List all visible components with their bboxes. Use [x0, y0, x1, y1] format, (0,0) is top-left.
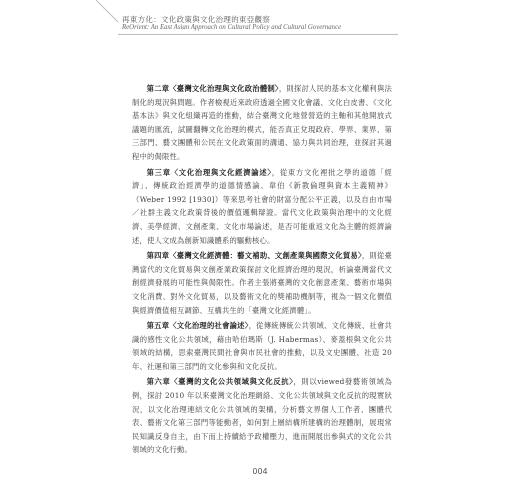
body-text [132, 82, 392, 459]
page-number: 004 [252, 467, 268, 476]
paragraph-chapter-2 [132, 82, 392, 164]
paragraph-text: ，則以viewed發藝術領域為例，探討 2010 年以來臺灣文化治理網絡、文化公共領域與文化反抗的現實狀況，以文化治理連結文化公共領域的架構，分析藝文界個人工作者、團體代表、藝術文化第三部門等能動者，如何對上層結構所建構的治理體制，展現常民知識反身自主，由下而上持續給予政權壓力，進而開展出參與式的文化公共領域的文化行動。 [132, 377, 392, 455]
chapter-title: 第六章〈臺灣的文化公共領域與文化反抗〉 [146, 377, 294, 387]
chapter-title: 第四章〈臺灣文化經濟體：藝文補助、文創產業與國際文化貿易〉 [146, 251, 362, 261]
paragraph-chapter-4 [132, 249, 392, 317]
header-divider [118, 34, 398, 35]
paragraph-chapter-6 [132, 375, 392, 457]
running-header-title: 再東方化：文化政策與文化治理的東亞觀察 [122, 15, 271, 24]
chapter-title: 第三章〈文化治理與文化經濟論述〉 [146, 167, 272, 177]
paragraph-text: ，則從臺灣當代的文化貿易與文創產業政策探討文化經濟治理的現況，析論臺灣當代文創經濟發展的可能性與侷限性。作者主張將臺灣的文化創意產業、藝術市場與文化消費、對外文化貿易，以及藝術文化的獎補助機制等，視為一個文化價值與經濟價值相互調節、互構共生的「臺灣文化經濟體」。 [132, 251, 392, 315]
paragraph-text: ，從傳統傳統公共領域、文化傳統、社會共識的感性文化公共領域，藉由哈伯瑪斯（J. Habermas）、麥蓋根與文化公共領域的結構，思索臺灣民間社會與市民社會的推動，以及文史團體、社造 20 年、社運和第三部門的文化參與和文化反抗。 [132, 321, 392, 371]
running-header-subtitle: ReOrient: An East Asian Approach on Cultural Policy and Cultural Governance [122, 24, 342, 31]
paragraph-chapter-5 [132, 319, 392, 373]
header-corner-line [96, 0, 118, 22]
paragraph-text: ，從東方文化裡批之學的道德「經濟」、傳統政治經濟學的道德情感論、韋伯《新教倫理與資本主義精神》（Weber 1992 [1930]）等來思考社會的財富分配公平正義，以及自由市場／社群主義文化政策背後的價值邏輯辯證。當代文化政策與治理中的文化經濟、美學經濟、文創產業、文化市場論述，是否可能重返文化為主體的經濟論述，使人文成為創新知識體系的驅動核心。 [132, 167, 392, 245]
chapter-title: 第五章〈文化治理的社會論述〉 [146, 321, 249, 331]
chapter-title: 第二章〈臺灣文化治理與文化政治體制〉 [146, 84, 279, 93]
paragraph-chapter-3 [132, 166, 392, 248]
paragraph-text: ，則探討人民的基本文化權利與法制化的現況與問題。作者檢視近來政府透過全國文化會議、文化白皮書、《文化基本法》與文化組織再造的推動，結合臺灣文化地營營造的主軸和其他開放式議題的匯流，試圖翻轉文化治理的模式，能否真正兌現政府、學界、業界、第三部門、藝文團體和公民在文化政策面的溝通、協力與共同治理，並探討其過程中的侷限性。 [132, 84, 393, 161]
